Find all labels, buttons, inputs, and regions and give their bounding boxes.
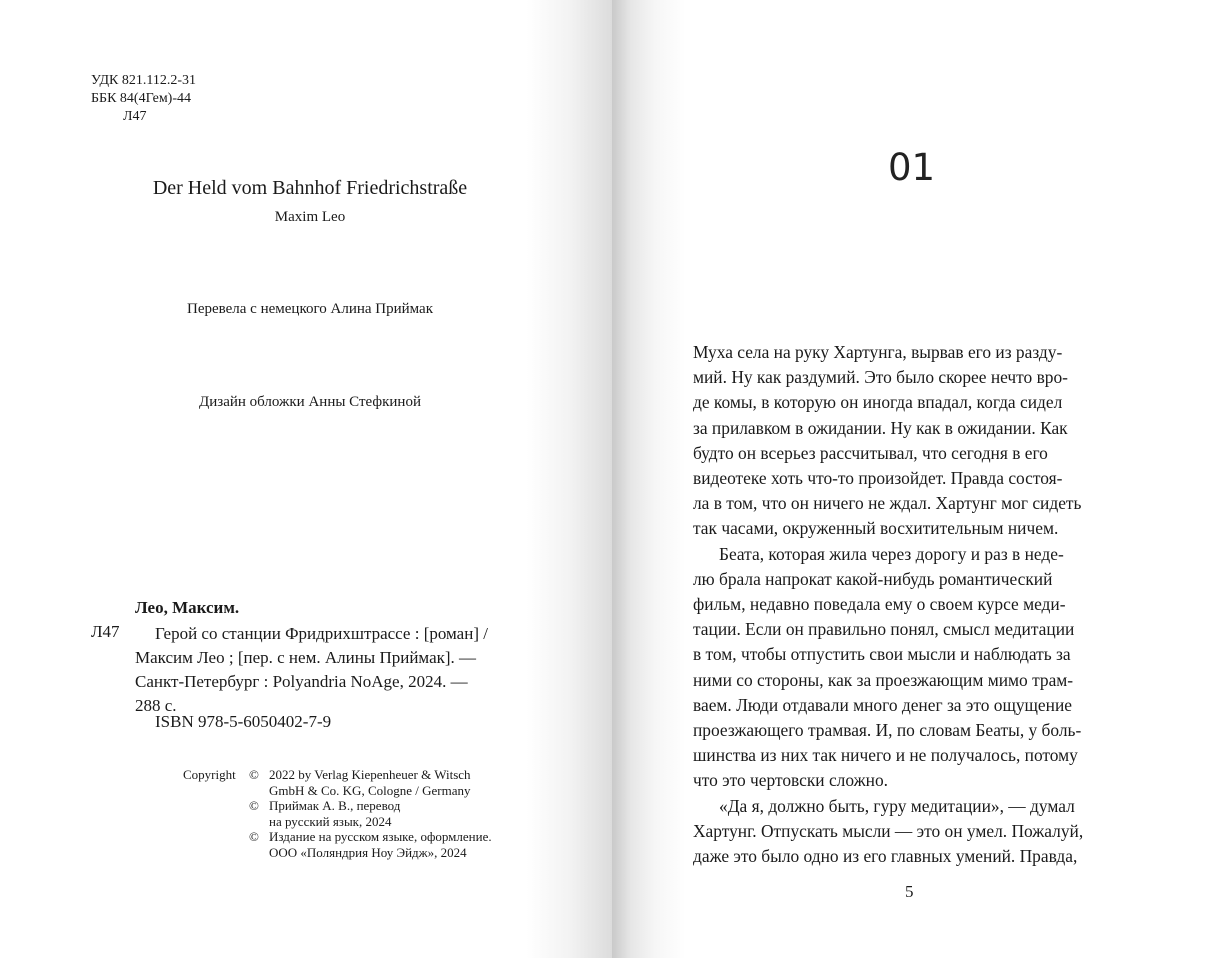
copyright-entry (249, 829, 492, 860)
bibliography-line: Санкт-Петербург : Polyandria NoAge, 2024. — (135, 672, 468, 691)
copyright-symbol: © (249, 798, 259, 813)
left-page (0, 0, 612, 958)
isbn: ISBN 978-5-6050402-7-9 (155, 712, 332, 731)
text-line: мий. Ну как раздумий. Это было скорее нечто вро- (693, 367, 1068, 388)
original-title: Der Held vom Bahnhof Friedrichstraße (152, 177, 468, 199)
copyright-line: GmbH & Co. KG, Cologne / Germany (269, 782, 471, 798)
bibliography-author-heading: Лео, Максим. (135, 598, 240, 617)
text-line: Хартунг. Отпускать мысли — это он умел. Пожалуй, (693, 820, 1084, 841)
page-number: 5 (905, 882, 914, 901)
text-line: ваем. Люди отдавали много денег за это ощущение (693, 694, 1072, 715)
copyright-entries (249, 767, 492, 860)
text-line: в том, чтобы отпустить свои мысли и наблюдать за (693, 644, 1071, 665)
text-line: де комы, в которую он иногда впадал, когда сидел (693, 392, 1063, 413)
text-line: лю брала напрокат какой-нибудь романтический (693, 568, 1053, 589)
text-line: за прилавком в ожидании. Ну как в ожидании. Как (693, 417, 1068, 438)
copyright-line: Издание на русском языке, оформление. (269, 829, 492, 844)
text-line: даже это было одно из его главных умений. Правда, (693, 846, 1078, 867)
copyright-label: Copyright (183, 767, 236, 782)
classification-codes (91, 72, 196, 126)
text-line: так часами, окруженный восхитительным ничем. (693, 518, 1059, 539)
bibliography-code: Л47 (91, 622, 120, 641)
bibliography-line: Максим Лео ; [пер. с нем. Алины Приймак]. — (135, 648, 477, 667)
copyright-line: 2022 by Verlag Kiepenheuer & Witsch (269, 767, 471, 782)
text-line: тации. Если он правильно понял, смысл медитации (693, 619, 1075, 640)
copyright-line: на русский язык, 2024 (269, 813, 392, 829)
bibliography-line: Герой со станции Фридрихштрассе : [роман] / (155, 624, 488, 643)
copyright-line: ООО «Поляндрия Ноу Эйдж», 2024 (269, 844, 467, 860)
original-author: Maxim Leo (274, 209, 346, 225)
text-line: Муха села на руку Хартунга, вырвав его из разду- (693, 342, 1063, 362)
udk-code: УДК 821.112.2-31 (91, 73, 197, 88)
copyright-symbol: © (249, 829, 259, 844)
text-line: что это чертовски сложно. (693, 770, 888, 791)
copyright-symbol: © (249, 767, 259, 782)
body-text (693, 340, 1133, 869)
bibliography-description (135, 622, 540, 718)
text-line: Беата, которая жила через дорогу и раз в неде- (719, 543, 1064, 564)
copyright-entry (249, 767, 492, 798)
bibliography-line: 288 с. (135, 696, 177, 715)
translator-credit: Перевела с немецкого Алина Приймак (186, 301, 434, 317)
text-line: проезжающего трамвая. И, по словам Беаты, у боль- (693, 720, 1082, 741)
text-line: ла в том, что он ничего не ждал. Хартунг мог сидеть (693, 493, 1082, 514)
cover-design-credit: Дизайн обложки Анны Стефкиной (199, 394, 421, 410)
text-line: видеотеке хоть что-то произойдет. Правда состоя- (693, 468, 1063, 489)
text-line: ними со стороны, как за проезжающим мимо трам- (693, 669, 1074, 690)
copyright-line: Приймак А. В., перевод (269, 798, 401, 813)
text-line: шинства из них так ничего и не получалось, потому (693, 745, 1078, 766)
text-line: фильм, недавно поведала ему о своем курсе меди- (693, 594, 1066, 615)
chapter-number: 01 (888, 146, 936, 189)
author-mark: Л47 (123, 109, 147, 124)
text-line: «Да я, должно быть, гуру медитации», — думал (719, 795, 1075, 816)
copyright-entry (249, 798, 492, 829)
bbk-code: ББК 84(4Гем)-44 (91, 91, 192, 106)
text-line: будто он всерьез рассчитывал, что сегодня в его (693, 442, 1048, 463)
